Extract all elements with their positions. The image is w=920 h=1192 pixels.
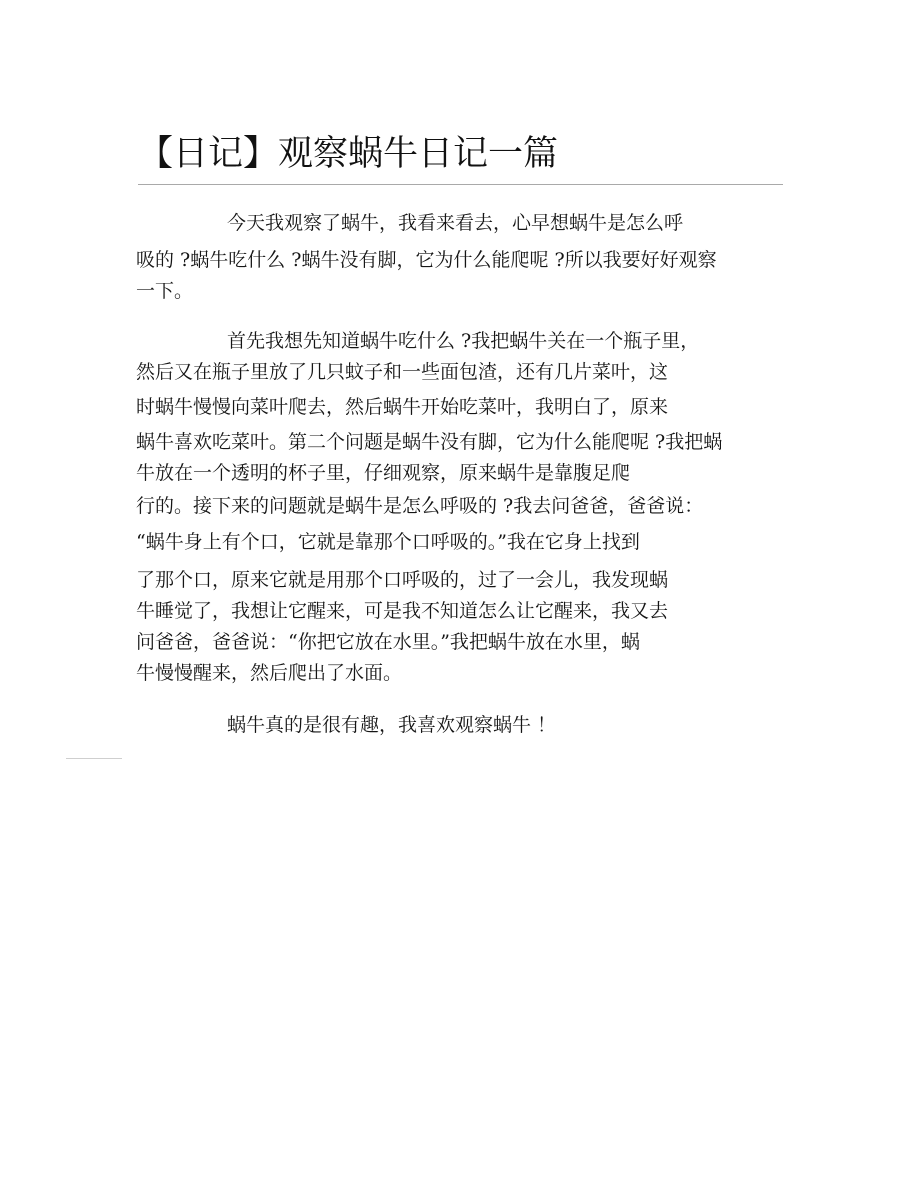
title-divider (138, 184, 783, 185)
paragraph-1-line-3: 一下。 (136, 280, 194, 302)
paragraph-2-line-9: 牛睡觉了，我想让它醒来，可是我不知道怎么让它醒来，我又去 (136, 600, 669, 622)
document-title: 【日记】观察蜗牛日记一篇 (138, 134, 559, 174)
paragraph-2-line-5: 牛放在一个透明的杯子里，仔细观察，原来蜗牛是靠腹足爬 (136, 462, 631, 484)
paragraph-2-line-3: 时蜗牛慢慢向菜叶爬去，然后蜗牛开始吃菜叶，我明白了，原来 (136, 396, 669, 418)
paragraph-2-line-1: 首先我想先知道蜗牛吃什么 ?我把蜗牛关在一个瓶子里， (227, 330, 700, 352)
footer-divider (66, 758, 122, 759)
paragraph-2-line-6: 行的。接下来的问题就是蜗牛是怎么呼吸的 ?我去问爸爸，爸爸说： (136, 495, 704, 517)
paragraph-2-line-8: 了那个口，原来它就是用那个口呼吸的，过了一会儿，我发现蜗 (136, 569, 669, 591)
paragraph-2-line-2: 然后又在瓶子里放了几只蚊子和一些面包渣，还有几片菜叶，这 (136, 361, 669, 383)
paragraph-3-line-1: 蜗牛真的是很有趣，我喜欢观察蜗牛 ！ (227, 714, 557, 736)
paragraph-2-line-11: 牛慢慢醒来，然后爬出了水面。 (136, 662, 403, 684)
paragraph-2-line-4: 蜗牛喜欢吃菜叶。第二个问题是蜗牛没有脚，它为什么能爬呢 ?我把蜗 (136, 431, 723, 453)
paragraph-2-line-7: “蜗牛身上有个口，它就是靠那个口呼吸的。”我在它身上找到 (136, 531, 640, 553)
paragraph-1-line-1: 今天我观察了蜗牛，我看来看去，心早想蜗牛是怎么呼 (227, 212, 684, 234)
paragraph-2-line-10: 问爸爸，爸爸说：“你把它放在水里。”我把蜗牛放在水里，蜗 (136, 631, 640, 653)
paragraph-1-line-2: 吸的 ?蜗牛吃什么 ?蜗牛没有脚，它为什么能爬呢 ?所以我要好好观察 (136, 249, 717, 271)
